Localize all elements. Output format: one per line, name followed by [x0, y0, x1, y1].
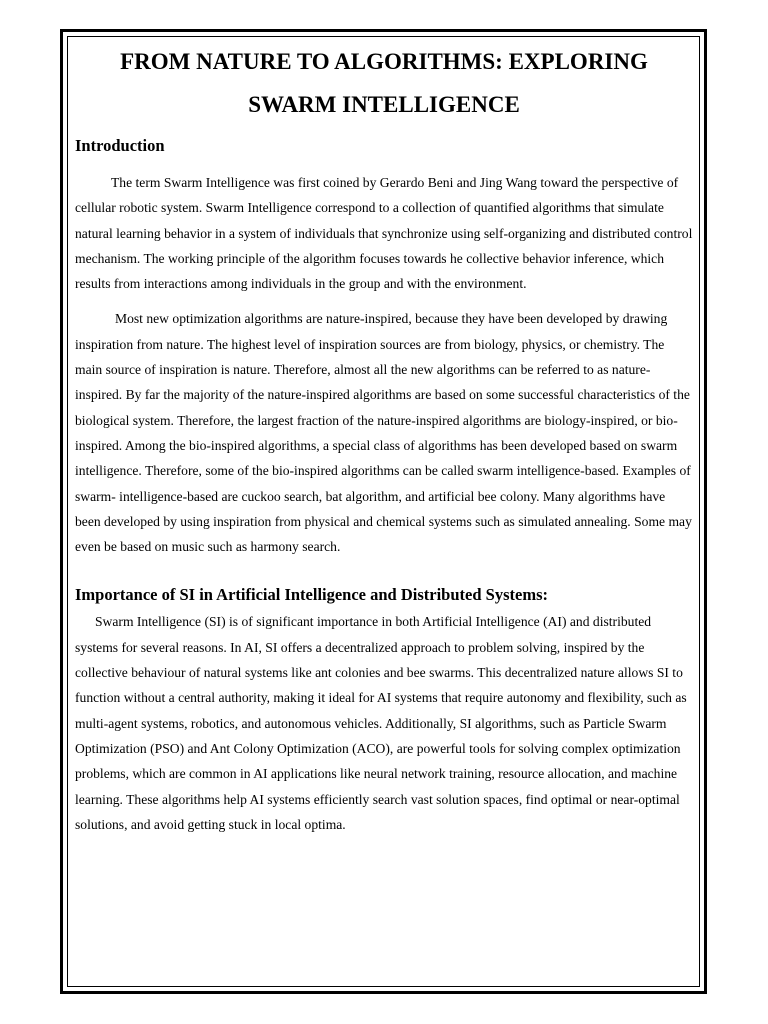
section-heading-importance: Importance of SI in Artificial Intelligence and Distributed Systems:	[75, 585, 548, 605]
intro-paragraph-3: biological system. Therefore, the largest fraction of the nature-inspired algorithms are biology-inspired, or bio-inspired. Among the bio-inspired algorithms, a special class of algorithms has been developed based on swarm intelligence. Therefore, some of the bio-inspired algorithms can be called swarm intelligence-based. Examples of swarm- intelligence-based are cuckoo search, bat algorithm, and artificial bee colony. Many algorithms have been developed by using inspiration from physical and chemical systems such as simulated annealing. Some may even be based on music such as harmony search.	[75, 412, 692, 555]
importance-paragraph-1: Swarm Intelligence (SI) is of significant importance in both Artificial Intelligence (AI) and distributed systems for several reasons. In AI, SI offers a decentralized approach to problem solving, inspired by the collective behaviour of natural systems like ant colonies and bee swarms. This decentralized nature allows SI to function without a central authority, making it ideal for AI systems that require autonomy and flexibility, such as multi-agent systems, robotics, and autonomous vehicles. Additionally, SI algorithms, such as Particle Swarm Optimization (PSO) and Ant Colony Optimization (ACO), are powerful tools for solving complex optimization problems, which are common in AI applications like neural network training, resource allocation, and machine learning. These algorithms help AI systems efficiently search vast solution spaces, find optimal or near-optimal solutions, and avoid getting stuck in local optima.	[75, 614, 687, 832]
intro-paragraph-2: Most new optimization algorithms are nature-inspired, because they have been developed by drawing inspiration from nature. The highest level of inspiration sources are from biology, physics, or chemistry. The main source of inspiration is nature. Therefore, almost all the new algorithms can be referred to as nature-inspired. By far the majority of the nature-inspired algorithms are based on some successful characteristics of the	[75, 311, 690, 403]
document-title	[75, 40, 693, 126]
document-content	[75, 40, 693, 837]
title-line-2: SWARM INTELLIGENCE	[248, 92, 520, 117]
title-line-1: FROM NATURE TO ALGORITHMS: EXPLORING	[120, 49, 648, 74]
section-heading-introduction: Introduction	[75, 136, 165, 155]
intro-paragraph-1: The term Swarm Intelligence was first coined by Gerardo Beni and Jing Wang toward the perspective of cellular robotic system. Swarm Intelligence correspond to a collection of quantified algorithms that simulate natural learning behavior in a system of individuals that synchronize using self-organizing and distributed control mechanism. The working principle of the algorithm focuses towards he collective behavior inference, which results from interactions among individuals in the group and with the environment.	[75, 175, 693, 292]
